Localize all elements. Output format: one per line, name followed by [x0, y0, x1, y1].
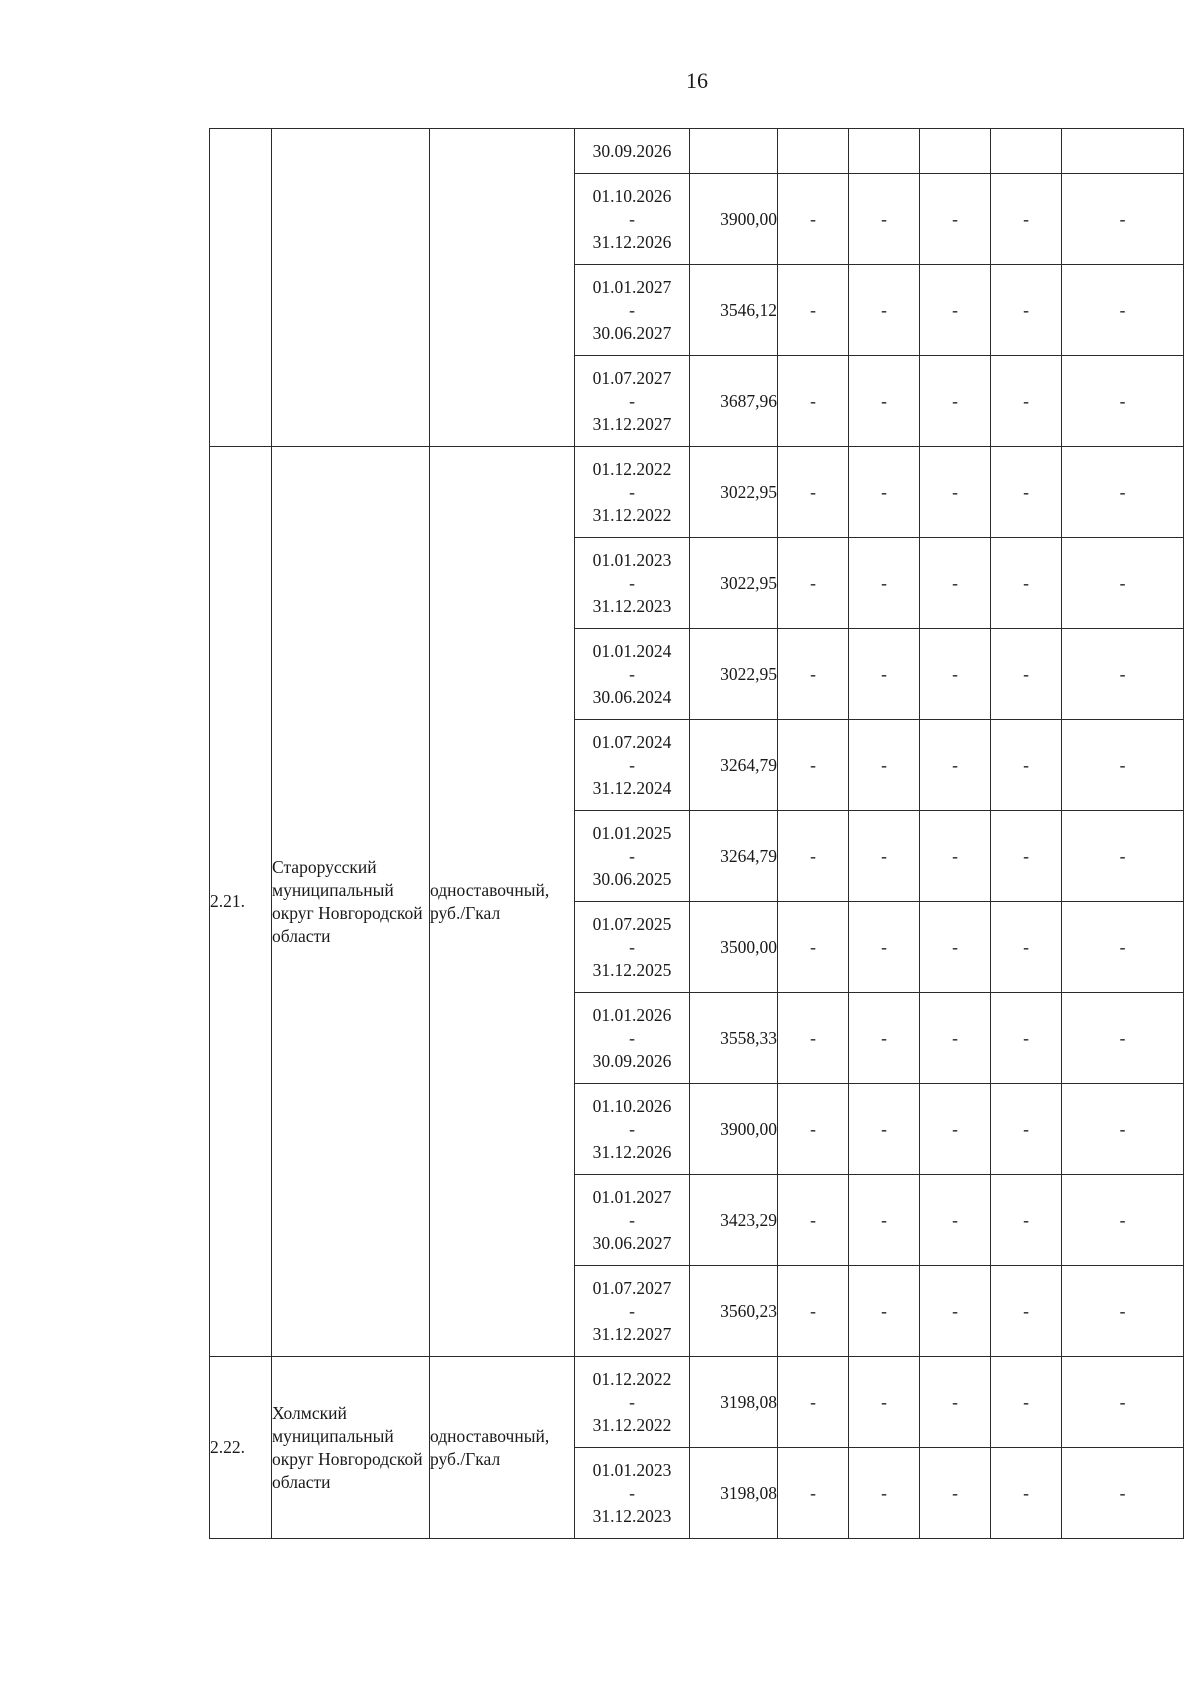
tariff-value: 3560,23	[690, 1266, 778, 1357]
period-start: 01.07.2027	[592, 1277, 672, 1298]
period-separator: -	[629, 936, 635, 957]
dash-cell: -	[1062, 265, 1184, 356]
dash-cell: -	[920, 174, 991, 265]
dash-cell: -	[920, 1175, 991, 1266]
dash-cell: -	[991, 902, 1062, 993]
period-cell	[575, 1266, 690, 1357]
dash-cell: -	[778, 1266, 849, 1357]
period-start: 01.07.2025	[592, 913, 672, 934]
dash-cell: -	[920, 538, 991, 629]
dash-cell: -	[849, 629, 920, 720]
dash-cell: -	[920, 1084, 991, 1175]
period-end: 31.12.2022	[592, 504, 672, 525]
dash-cell: -	[1062, 811, 1184, 902]
period-start: 01.07.2027	[592, 367, 672, 388]
period-separator: -	[629, 845, 635, 866]
tariff-value: 3423,29	[690, 1175, 778, 1266]
dash-cell: -	[991, 1266, 1062, 1357]
dash-cell: -	[991, 993, 1062, 1084]
dash-cell: -	[991, 811, 1062, 902]
period-start: 01.01.2026	[592, 1004, 672, 1025]
tariff-value: 3264,79	[690, 720, 778, 811]
dash-cell: -	[849, 1448, 920, 1539]
period-cell	[575, 1448, 690, 1539]
tariff-value: 3546,12	[690, 265, 778, 356]
kind-cell-empty	[430, 129, 575, 447]
dash-cell: -	[778, 720, 849, 811]
dash-cell: -	[920, 1357, 991, 1448]
period-end: 30.06.2027	[592, 322, 672, 343]
tariff-table	[209, 128, 1184, 1539]
period-cell	[575, 1175, 690, 1266]
dash-cell: -	[991, 174, 1062, 265]
empty-cell	[849, 129, 920, 174]
period-separator: -	[629, 1391, 635, 1412]
dash-cell: -	[849, 538, 920, 629]
dash-cell: -	[778, 265, 849, 356]
period-start: 01.10.2026	[592, 1095, 672, 1116]
period-separator: -	[629, 572, 635, 593]
dash-cell: -	[849, 265, 920, 356]
period-end: 30.09.2026	[592, 1050, 672, 1071]
period-cell	[575, 720, 690, 811]
period-cell: 30.09.2026	[575, 129, 690, 174]
period-end: 31.12.2027	[592, 413, 672, 434]
tariff-value: 3198,08	[690, 1448, 778, 1539]
dash-cell: -	[1062, 1084, 1184, 1175]
tariff-value: 3687,96	[690, 356, 778, 447]
tariff-value: 3264,79	[690, 811, 778, 902]
period-end: 31.12.2027	[592, 1323, 672, 1344]
dash-cell: -	[920, 356, 991, 447]
period-separator: -	[629, 390, 635, 411]
dash-cell: -	[991, 1357, 1062, 1448]
dash-cell: -	[1062, 629, 1184, 720]
dash-cell: -	[849, 447, 920, 538]
dash-cell: -	[991, 538, 1062, 629]
tariff-kind: одноставочный, руб./Гкал	[430, 447, 575, 1357]
empty-cell	[778, 129, 849, 174]
dash-cell: -	[991, 447, 1062, 538]
period-start: 01.01.2023	[592, 1459, 672, 1480]
dash-cell: -	[849, 356, 920, 447]
period-end: 30.06.2027	[592, 1232, 672, 1253]
tariff-value: 3558,33	[690, 993, 778, 1084]
tariff-value: 3022,95	[690, 538, 778, 629]
tariff-value: 3500,00	[690, 902, 778, 993]
period-start: 01.10.2026	[592, 185, 672, 206]
dash-cell: -	[1062, 1357, 1184, 1448]
dash-cell: -	[778, 1448, 849, 1539]
period-separator: -	[629, 481, 635, 502]
period-start: 01.12.2022	[592, 458, 672, 479]
dash-cell: -	[920, 993, 991, 1084]
dash-cell: -	[1062, 174, 1184, 265]
period-cell	[575, 265, 690, 356]
page-number: 16	[686, 68, 708, 93]
dash-cell: -	[778, 902, 849, 993]
dash-cell: -	[991, 1175, 1062, 1266]
dash-cell: -	[991, 720, 1062, 811]
empty-cell	[1062, 129, 1184, 174]
dash-cell: -	[920, 811, 991, 902]
dash-cell: -	[1062, 993, 1184, 1084]
dash-cell: -	[778, 538, 849, 629]
period-end: 31.12.2025	[592, 959, 672, 980]
period-start: 01.01.2027	[592, 276, 672, 297]
dash-cell: -	[778, 811, 849, 902]
dash-cell: -	[1062, 1448, 1184, 1539]
dash-cell: -	[1062, 902, 1184, 993]
dash-cell: -	[991, 1448, 1062, 1539]
period-separator: -	[629, 754, 635, 775]
dash-cell: -	[991, 265, 1062, 356]
dash-cell: -	[849, 902, 920, 993]
tariff-value: 3022,95	[690, 629, 778, 720]
dash-cell: -	[849, 1175, 920, 1266]
dash-cell: -	[1062, 1175, 1184, 1266]
period-cell	[575, 447, 690, 538]
period-cell	[575, 174, 690, 265]
period-separator: -	[629, 1027, 635, 1048]
period-cell	[575, 629, 690, 720]
dash-cell: -	[778, 447, 849, 538]
period-end: 31.12.2022	[592, 1414, 672, 1435]
dash-cell: -	[778, 174, 849, 265]
dash-cell: -	[849, 1266, 920, 1357]
empty-cell	[991, 129, 1062, 174]
period-separator: -	[629, 1209, 635, 1230]
dash-cell: -	[1062, 447, 1184, 538]
dash-cell: -	[778, 1357, 849, 1448]
period-cell	[575, 993, 690, 1084]
dash-cell: -	[991, 629, 1062, 720]
table-row	[210, 447, 1184, 538]
section-name: Холмский муниципальный округ Новгородской области	[272, 1357, 430, 1539]
section-number: 2.21.	[210, 447, 272, 1357]
period-end: 31.12.2024	[592, 777, 672, 798]
period-cell	[575, 538, 690, 629]
dash-cell: -	[920, 720, 991, 811]
dash-cell: -	[849, 811, 920, 902]
period-separator: -	[629, 299, 635, 320]
table-row	[210, 129, 1184, 174]
period-separator: -	[629, 1482, 635, 1503]
dash-cell: -	[778, 629, 849, 720]
dash-cell: -	[920, 265, 991, 356]
dash-cell: -	[1062, 356, 1184, 447]
period-end: 30.06.2024	[592, 686, 672, 707]
tariff-value: 3900,00	[690, 174, 778, 265]
dash-cell: -	[1062, 1266, 1184, 1357]
period-separator: -	[629, 208, 635, 229]
period-start: 01.01.2027	[592, 1186, 672, 1207]
empty-cell	[920, 129, 991, 174]
period-cell	[575, 1357, 690, 1448]
dash-cell: -	[849, 720, 920, 811]
period-cell	[575, 902, 690, 993]
dash-cell: -	[920, 447, 991, 538]
period-start: 01.01.2023	[592, 549, 672, 570]
dash-cell: -	[991, 356, 1062, 447]
dash-cell: -	[920, 902, 991, 993]
tariff-value: 3900,00	[690, 1084, 778, 1175]
num-cell-empty	[210, 129, 272, 447]
period-end: 30.06.2025	[592, 868, 672, 889]
dash-cell: -	[849, 1357, 920, 1448]
period-start: 01.07.2024	[592, 731, 672, 752]
dash-cell: -	[1062, 720, 1184, 811]
tariff-value: 3198,08	[690, 1357, 778, 1448]
period-start: 01.01.2025	[592, 822, 672, 843]
period-start: 01.01.2024	[592, 640, 672, 661]
dash-cell: -	[920, 1448, 991, 1539]
section-number: 2.22.	[210, 1357, 272, 1539]
tariff-value: 3022,95	[690, 447, 778, 538]
section-name: Старорусский муниципальный округ Новгородской области	[272, 447, 430, 1357]
dash-cell: -	[920, 629, 991, 720]
period-cell	[575, 356, 690, 447]
period-end: 31.12.2026	[592, 231, 672, 252]
period-separator: -	[629, 663, 635, 684]
tariff-kind: одноставочный, руб./Гкал	[430, 1357, 575, 1539]
period-cell	[575, 811, 690, 902]
period-cell	[575, 1084, 690, 1175]
period-start: 01.12.2022	[592, 1368, 672, 1389]
empty-cell	[690, 129, 778, 174]
dash-cell: -	[849, 174, 920, 265]
dash-cell: -	[920, 1266, 991, 1357]
table-row	[210, 1357, 1184, 1448]
dash-cell: -	[778, 993, 849, 1084]
period-end: 31.12.2026	[592, 1141, 672, 1162]
dash-cell: -	[1062, 538, 1184, 629]
dash-cell: -	[778, 1084, 849, 1175]
dash-cell: -	[849, 993, 920, 1084]
period-end: 31.12.2023	[592, 595, 672, 616]
name-cell-empty	[272, 129, 430, 447]
dash-cell: -	[849, 1084, 920, 1175]
period-end: 31.12.2023	[592, 1505, 672, 1526]
dash-cell: -	[778, 1175, 849, 1266]
dash-cell: -	[991, 1084, 1062, 1175]
dash-cell: -	[778, 356, 849, 447]
period-separator: -	[629, 1300, 635, 1321]
period-separator: -	[629, 1118, 635, 1139]
